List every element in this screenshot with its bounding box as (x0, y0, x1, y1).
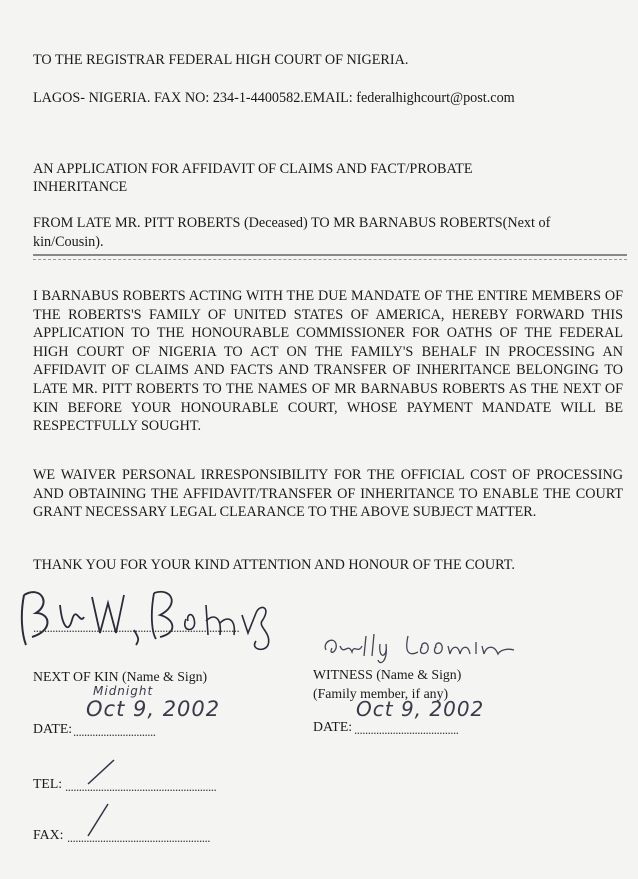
witness-date-line: ...................................... (354, 722, 459, 737)
closing-line: THANK YOU FOR YOUR KIND ATTENTION AND HONOUR OF THE COURT. (33, 557, 515, 573)
subject-line-2: INHERITANCE (33, 179, 128, 195)
next-of-kin-handwritten-name: Midnight (93, 684, 154, 698)
witness-date-label: DATE: (313, 719, 353, 734)
fax-label: FAX: (33, 827, 64, 842)
tel-line: ....................................................... (65, 779, 217, 794)
witness-date-handwritten: Oct 9, 2002 (356, 697, 485, 721)
witness-signature (318, 628, 528, 668)
witness-label: WITNESS (Name & Sign) (313, 667, 462, 682)
tel-check-mark (84, 756, 118, 790)
next-of-kin-signature (10, 575, 280, 660)
next-of-kin-sign-line: ........................................................................... (33, 620, 240, 635)
fax-line: .................................................... (67, 830, 210, 845)
next-of-kin-label: NEXT OF KIN (Name & Sign) (33, 669, 208, 684)
body-paragraph-2: WE WAIVER PERSONAL IRRESPONSIBILITY FOR THE OFFICIAL COST OF PROCESSING AND OBTAINING THE AFFIDAVIT/TRANSFER OF INHERITANCE TO ENABLE THE COURT GRANT NECESSARY LEGAL CLEARANCE TO THE ABOVE SUBJECT MATTER. (33, 467, 623, 521)
kin-date-line: .............................. (73, 724, 156, 739)
body-paragraph-1: I BARNABUS ROBERTS ACTING WITH THE DUE MANDATE OF THE ENTIRE MEMBERS OF THE ROBERTS'S FAMILY OF UNITED STATES OF AMERICA, HEREBY FORWARD THIS APPLICATION TO THE HONOURABLE COMMISSIONER FOR OATHS OF THE FEDERAL HIGH COURT OF NIGERIA TO ACT ON THE FAMILY'S BEHALF IN PROCESSING AN AFFIDAVIT OF CLAIMS AND FACTS AND TRANSFER OF INHERITANCE BELONGING TO LATE MR. PITT ROBERTS TO THE NAMES OF MR BARNABUS ROBERTS AS THE NEXT OF KIN BEFORE YOUR HONOURABLE COURT, WHOSE PAYMENT MANDATE WILL BE RESPECTFULLY SOUGHT. (33, 288, 623, 435)
kin-date-handwritten: Oct 9, 2002 (86, 697, 221, 721)
separator-rule-dashed (33, 259, 627, 260)
witness-sublabel: (Family member, if any) (313, 686, 449, 701)
separator-rule (33, 254, 627, 256)
fax-check-mark (84, 800, 112, 840)
from-line-1: FROM LATE MR. PITT ROBERTS (Deceased) TO MR BARNABUS ROBERTS(Next of (33, 215, 551, 231)
kin-date-label: DATE: (33, 721, 73, 736)
court-contact-line: LAGOS- NIGERIA. FAX NO: 234-1-4400582.EMAIL: federalhighcourt@post.com (33, 90, 515, 106)
from-line-2: kin/Cousin). (33, 234, 104, 250)
subject-line-1: AN APPLICATION FOR AFFIDAVIT OF CLAIMS AND FACT/PROBATE (33, 161, 473, 177)
addressee-line: TO THE REGISTRAR FEDERAL HIGH COURT OF NIGERIA. (33, 52, 409, 68)
tel-label: TEL: (33, 776, 63, 791)
